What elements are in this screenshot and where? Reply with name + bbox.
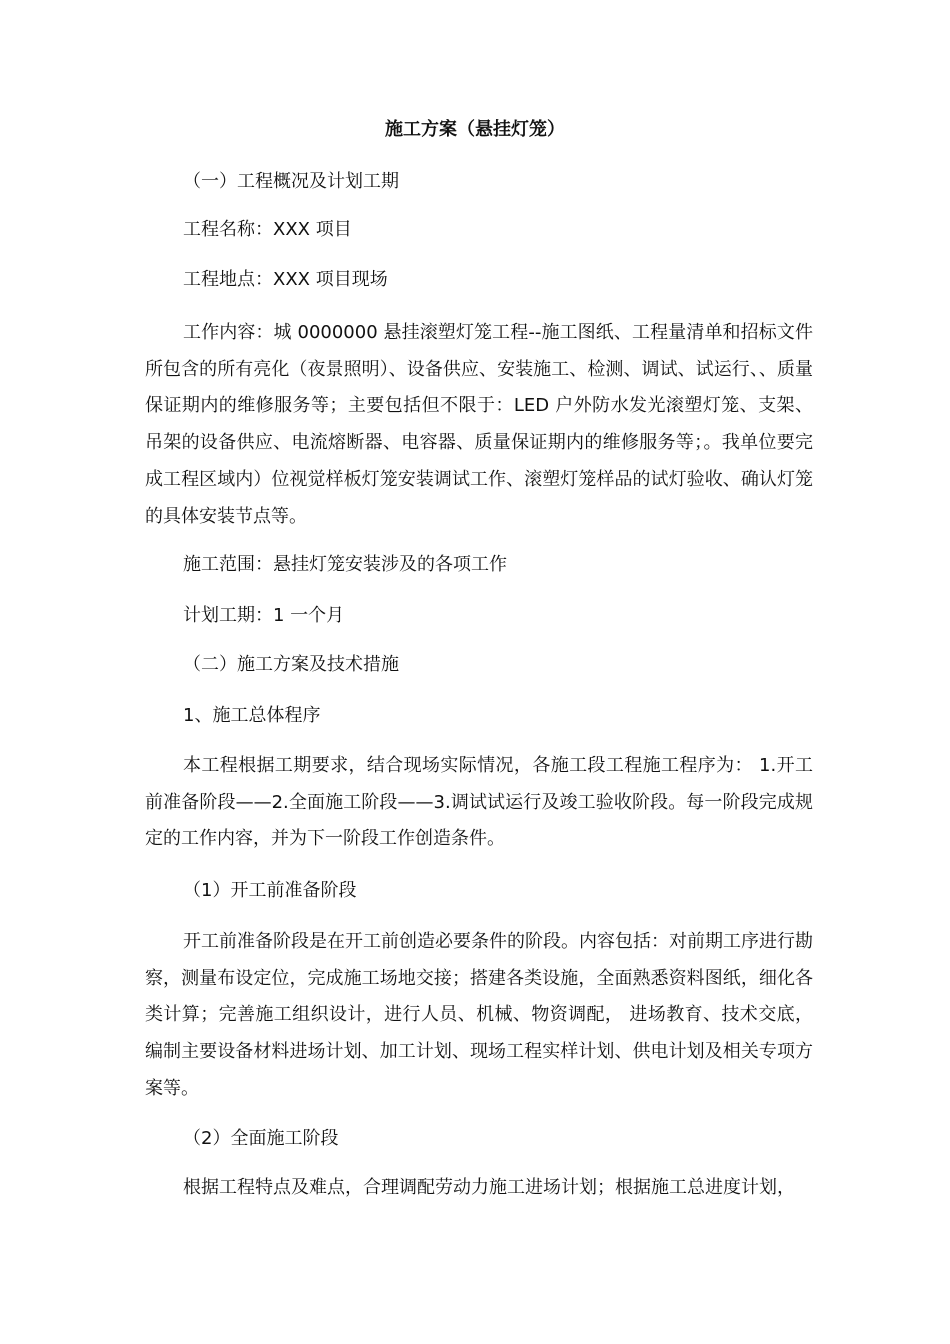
- work-content-paragraph: 工作内容：城 0000000 悬挂滚塑灯笼工程--施工图纸、工程量清单和招标文件所包含的所有亮化（夜景照明）、设备供应、安装施工、检测、调试、试运行、、质量保证期内的维修服务等；主要包括但不限于：LED 户外防水发光滚塑灯笼、支架、吊架的设备供应、电流熔断器、电容器、质量保证期内的维修服务等；。我单位要完成工程区域内）位视觉样板灯笼安装调试工作、滚塑灯笼样品的试灯验收、确认灯笼的具体安装节点等。: [145, 322, 813, 527]
- project-name: 工程名称：XXX 项目: [183, 219, 352, 240]
- section-heading-methods: （二）施工方案及技术措施: [183, 654, 399, 675]
- project-location: 工程地点：XXX 项目现场: [183, 269, 388, 290]
- stage-heading-preparation: （1）开工前准备阶段: [183, 880, 357, 901]
- construction-paragraph: 根据工程特点及难点，合理调配劳动力施工进场计划；根据施工总进度计划，: [183, 1177, 795, 1198]
- section-heading-overview: （一）工程概况及计划工期: [183, 171, 399, 192]
- preparation-paragraph: 开工前准备阶段是在开工前创造必要条件的阶段。内容包括：对前期工序进行勘察，测量布设定位，完成施工场地交接；搭建各类设施，全面熟悉资料图纸，细化各类计算；完善施工组织设计，进行人员、机械、物资调配， 进场教育、技术交底，编制主要设备材料进场计划、加工计划、现场工程实样计划、供电计划及相关专项方案等。: [145, 931, 813, 1099]
- planned-duration: 计划工期：1 一个月: [183, 605, 345, 626]
- stage-heading-construction: （2）全面施工阶段: [183, 1128, 339, 1149]
- procedure-paragraph: 本工程根据工期要求，结合现场实际情况，各施工段工程施工程序为： 1.开工前准备阶段——2.全面施工阶段——3.调试试运行及竣工验收阶段。每一阶段完成规定的工作内容，并为下一阶段工作创造条件。: [145, 755, 813, 850]
- subsection-heading-procedure: 1、施工总体程序: [183, 705, 321, 726]
- construction-scope: 施工范围：悬挂灯笼安装涉及的各项工作: [183, 554, 507, 575]
- document-title: 施工方案（悬挂灯笼）: [385, 119, 565, 140]
